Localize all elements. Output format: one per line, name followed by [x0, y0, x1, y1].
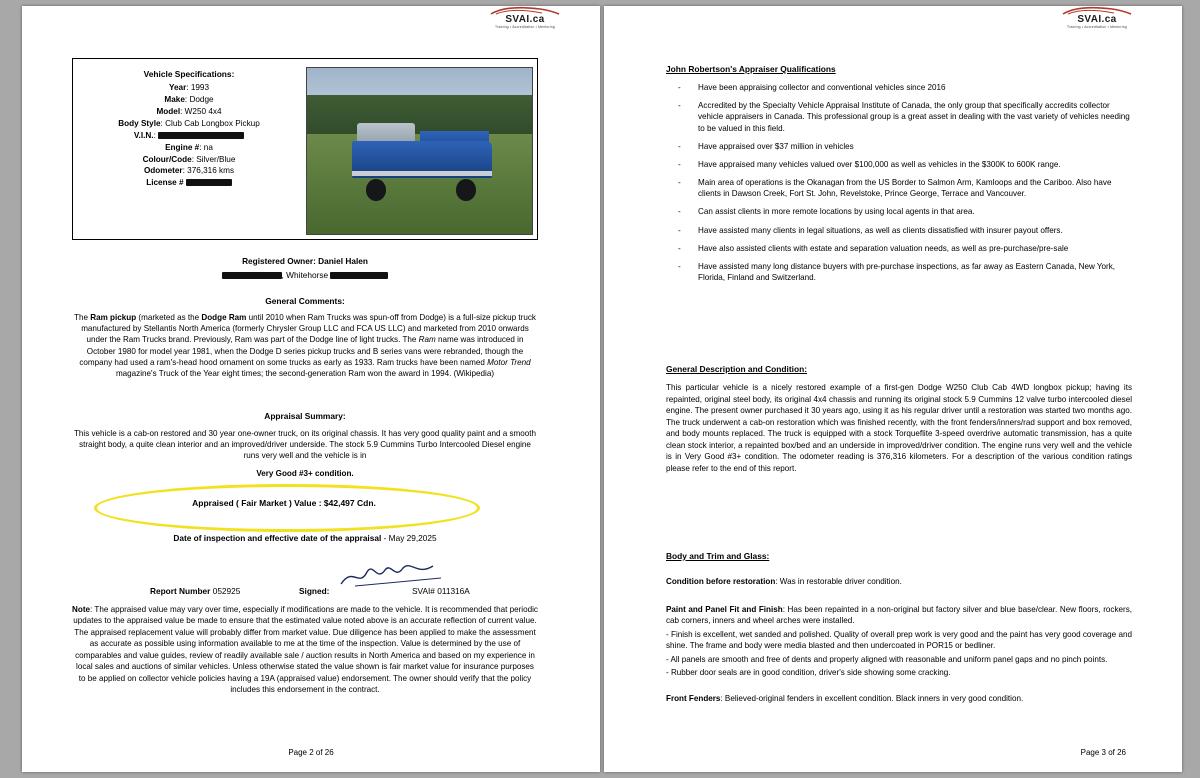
dash-bullet: - [678, 101, 681, 111]
logo-name: SVAI.ca [1077, 14, 1117, 25]
spec-value: Dodge [189, 95, 214, 105]
list-item-text: Have assisted many long distance buyers with pre-purchase inspections, as far away as Eastern Canada, New York, Florida, Finland and Switzerland. [698, 261, 1116, 283]
gc-bold: Ram pickup [90, 313, 137, 323]
spec-label: Colour/Code [142, 154, 192, 164]
spec-value: Club Cab Longbox Pickup [165, 118, 260, 128]
condition-label: Condition before restoration [666, 577, 776, 587]
list-item [666, 261, 1132, 283]
spec-value: 1993 [190, 83, 210, 93]
note-paragraph [72, 604, 538, 696]
inspection-date-value: - May 29,2025 [383, 533, 437, 543]
gc-part: The [74, 313, 91, 323]
list-item [666, 243, 1132, 254]
svai-label: SVAI# [412, 586, 435, 596]
list-item-text: Accredited by the Specialty Vehicle Appraisal Institute of Canada, the only group that specifically accredits collector vehicle appraisers in Canada. This professional group is a great asset in dealing with the vast variety of vehicles needing to be valued in this field. [698, 101, 1130, 133]
description-body: This particular vehicle is a nicely restored example of a first-gen Dodge W250 Club Cab 4WD longbox pickup; having its repainted, original steel body, its original 4x4 chassis and running its original stock 5.9 Cummins 12 valve turbo intercooled diesel engine. The present owner purchased it 30 years ago, using it as his regular driver until a restoration was started two months ago. The truck underwent a cab-on restoration which was finished recently, with the front fenders/inners/rad support and box removed, and body mounts replaced. The truck is equipped with a stock Torqueflite 3-speed overdrive automatic transmission, has a quite clean stock interior, a repainted box/bed and an underside in improved/driver condition. The engine runs very well and the vehicle is in Very Good #3+ condition. The odometer reading is 376,316 kilometers. For a description of the various condition ratings please refer to the end of this report. [666, 383, 1132, 473]
spec-value: W250 4x4 [184, 106, 222, 116]
list-item-text: Can assist clients in more remote locations by using local agents in that area. [698, 207, 975, 217]
list-item [666, 159, 1132, 170]
vehicle-photo [306, 67, 533, 235]
svai-value: 011316A [437, 586, 470, 596]
logo-name: SVAI.ca [505, 14, 545, 25]
note-body: : The appraised value may vary over time, especially if modifications are made to the vehicle. It is recommended that periodic updates to the appraised value be made to ensure that the estimated value noted above is an accurate reflection of current value. The appraised replacement value will probably differ from market value. Due diligence has been applied to make the assessment as accurate as possible using information available to me at the time of the inspection. Value is determined by the use of comparables and value guides, review of readily available sale / auction results in North America and based on my experience in local sales and auctions of similar vehicles. Unless otherwise stated the value shown is fair market value for insurance purposes to be applied on collector vehicle policies having a 19A (appraised value) endorsement. The owner should verify that the policy includes this endorsement in the contract. [73, 605, 538, 695]
registered-owner-heading: Registered Owner: Daniel Halen [242, 256, 368, 266]
inspection-date-label: Date of inspection and effective date of the appraisal [173, 533, 382, 543]
paint-bullet: - All panels are smooth and free of dents and properly aligned with reasonable and uniform panel gaps and no pinch points. [666, 654, 1108, 664]
appraisal-summary-body: This vehicle is a cab-on restored and 30 year one-owner truck, on its original chassis. It has very good quality paint and a smooth straight body, a quite clean interior and an improved/driver underside. The stock 5.9 Cummins Turbo Intercooled Diesel engine runs very well and the vehicle is in [73, 429, 537, 461]
spec-label: License # [146, 178, 184, 188]
front-fenders [666, 693, 1132, 704]
gc-bold: Dodge Ram [201, 313, 247, 323]
list-item [666, 206, 1132, 217]
description-section [666, 364, 1132, 474]
dash-bullet: - [678, 243, 681, 253]
vehicle-specifications-box [72, 58, 538, 240]
note-label: Note [72, 605, 91, 614]
photo-truck-trim [352, 171, 492, 176]
logo-subtitle: Training • Accreditation • Mentoring [495, 24, 555, 29]
gc-part: magazine's Truck of the Year eight times; the second-generation Ram won the award in 1994. (Wikipedia) [115, 368, 495, 378]
spec-row: Odometer: 376,316 kms [143, 166, 235, 176]
registered-owner-address [72, 270, 538, 281]
vehicle-specifications-table [73, 59, 305, 239]
photo-truck-wheel [456, 179, 476, 201]
document-page-left [22, 6, 600, 772]
page-footer-right: Page 3 of 26 [1080, 748, 1126, 757]
paint-and-panel [666, 604, 1132, 627]
dash-bullet: - [678, 83, 681, 93]
spec-row: Engine #: na [165, 142, 213, 152]
spec-label: Engine # [165, 142, 200, 152]
appraisal-condition: Very Good #3+ condition. [256, 468, 354, 478]
general-comments-section [72, 296, 538, 379]
specs-title: Vehicle Specifications: [143, 69, 235, 79]
dash-bullet: - [678, 178, 681, 188]
list-item [666, 100, 1132, 133]
dash-bullet: - [678, 141, 681, 151]
general-comments-heading: General Comments: [265, 296, 345, 306]
redaction-bar [222, 272, 282, 279]
body-trim-glass-heading: Body and Trim and Glass: [666, 551, 770, 561]
spec-label: Year [168, 83, 187, 93]
page-footer-left: Page 2 of 26 [288, 748, 334, 757]
redaction-bar [158, 132, 244, 139]
report-number-value: 052925 [212, 586, 241, 596]
owner-city: , Whitehorse [281, 270, 329, 281]
description-heading: General Description and Condition: [666, 364, 807, 374]
list-item [666, 225, 1132, 236]
paint-label: Paint and Panel Fit and Finish [666, 604, 783, 614]
signed-label: Signed: [299, 586, 330, 596]
spec-row-vin: V.I.N.: [73, 130, 305, 142]
qualifications-list [666, 82, 1132, 283]
spec-label: Make [164, 95, 185, 105]
photo-truck-wheel [366, 179, 386, 201]
inspection-date-line [72, 533, 538, 544]
spec-label: V.I.N. [133, 130, 154, 140]
appraisal-summary-section [72, 411, 538, 479]
list-item-text: Have been appraising collector and conventional vehicles since 2016 [698, 83, 946, 93]
qualifications-heading: John Robertson's Appraiser Qualifications [666, 64, 836, 74]
appraised-value-callout [94, 484, 474, 526]
svai-number [412, 586, 470, 597]
redaction-bar [330, 272, 388, 279]
logo-subtitle: Training • Accreditation • Mentoring [1067, 24, 1127, 29]
spec-value: 376,316 kms [187, 166, 235, 176]
report-number-label: Report Number [150, 586, 211, 596]
spec-row-license [73, 177, 305, 189]
spec-row: Make: Dodge [164, 95, 214, 105]
fenders-value: : Believed-original fenders in excellent condition. Black inners in very good condition. [720, 693, 1024, 703]
gc-italic: Motor Trend [487, 357, 531, 367]
spec-row: Model: W250 4x4 [156, 106, 222, 116]
gc-part: (marketed as the [136, 313, 202, 323]
list-item-text: Have appraised over $37 million in vehicles [698, 141, 854, 151]
dash-bullet: - [678, 159, 681, 169]
svai-logo-left [470, 6, 580, 29]
spec-value: na [203, 142, 213, 152]
list-item-text: Main area of operations is the Okanagan from the US Border to Salmon Arm, Kamloops and the Cariboo. Also have clients in Dawson Creek, Fort St. John, Revelstoke, Prince George, Terrace and Vancouver. [698, 178, 1112, 199]
fenders-label: Front Fenders [666, 693, 721, 703]
gc-part: name was introduced in October 1980 for model year 1981, when the Dodge D series pickup trucks and B series vans were rebranded, though the company had used a ram's-head hood ornament on some trucks as early as 1933. Ram trucks have been named [79, 335, 524, 367]
list-item-text: Have assisted many clients in legal situations, as well as clients dissatisfied with insurer payout offers. [698, 225, 1063, 235]
spec-label: Body Style [118, 118, 161, 128]
body-trim-glass-section [666, 551, 1132, 704]
condition-before-restoration [666, 576, 1132, 587]
appraised-value-text: Appraised ( Fair Market ) Value : $42,497 Cdn. [192, 498, 376, 508]
spec-row: Year: 1993 [168, 83, 210, 93]
spec-label: Model [156, 106, 181, 116]
list-item [666, 141, 1132, 152]
paint-bullet: - Rubber door seals are in good condition, driver's side showing some cracking. [666, 668, 951, 678]
dash-bullet: - [678, 261, 681, 271]
registered-owner [72, 256, 538, 281]
redaction-bar [186, 179, 232, 186]
list-item [666, 82, 1132, 93]
condition-value: : Was in restorable driver condition. [775, 577, 902, 587]
document-page-right [604, 6, 1182, 772]
spec-row: Colour/Code: Silver/Blue [142, 154, 236, 164]
gc-part: until 2010 when Ram Trucks was spun-off from Dodge) is a full-size pickup truck manufactured by Stellantis North America (formerly Chrysler Group LLC and FCA US LLC) and marketed from 2010 onwards under the Ram Trucks brand. Previously, Ram was part of the Dodge line of light trucks. The [81, 313, 536, 345]
gc-italic: Ram [418, 335, 436, 345]
paint-value: : Has been repainted in a non-original but factory silver and blue base/clear. New floors, rockers, cab corners, inners and wheel arches were installed. [666, 604, 1132, 626]
spec-row: Body Style: Club Cab Longbox Pickup [118, 118, 260, 128]
report-number [150, 586, 240, 597]
list-item-text: Have appraised many vehicles valued over $100,000 as well as vehicles in the $300K to 600K range. [698, 159, 1061, 169]
spec-label: Odometer [143, 166, 183, 176]
general-comments-body [72, 312, 538, 379]
list-item-text: Have also assisted clients with estate and separation valuation needs, as well as pre-purchase/pre-sale [698, 243, 1069, 253]
qualifications-section [666, 64, 1132, 290]
list-item [666, 177, 1132, 199]
appraisal-summary-heading: Appraisal Summary: [264, 411, 346, 421]
dash-bullet: - [678, 225, 681, 235]
dash-bullet: - [678, 207, 681, 217]
paint-bullet: - Finish is excellent, wet sanded and polished. Quality of overall prep work is very good and the paint has very good coverage and shine. The frame and body were media blasted and then undercoated in POR15 or bedliner. [666, 629, 1132, 651]
spec-value: Silver/Blue [196, 154, 236, 164]
svai-logo-right [1042, 6, 1152, 29]
